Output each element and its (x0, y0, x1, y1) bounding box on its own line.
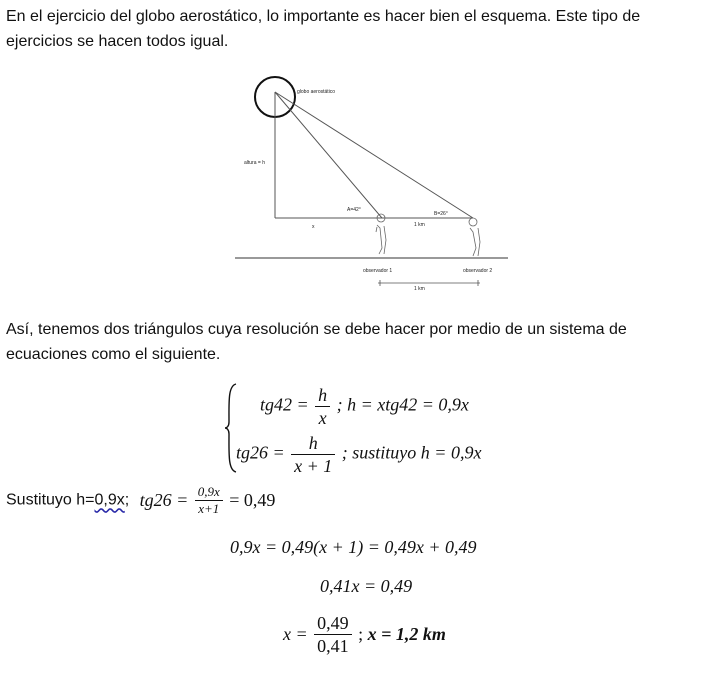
eq2-numerator: h (291, 432, 335, 455)
final-numerator: 0,49 (314, 612, 352, 635)
final-fraction (314, 612, 352, 657)
height-label: altura = h (244, 160, 265, 166)
equation-system (224, 382, 554, 474)
intro-paragraph: En el ejercicio del globo aerostático, lo importante es hacer bien el esquema. Este tipo de ejercicios se hacen todos igual. (6, 8, 641, 50)
line-of-sight-2 (275, 92, 473, 218)
eq2-denominator: x + 1 (294, 456, 333, 476)
step-1: 0,9x = 0,49(x + 1) = 0,49x + 0,49 (230, 537, 477, 557)
subst-sep: ; (124, 491, 130, 509)
second-paragraph: Así, tenemos dos triángulos cuya resolución se debe hacer por medio de un sistema de ecuaciones como el siguiente. (6, 321, 627, 363)
subst-prefix: Sustituyo h= (6, 491, 95, 509)
balloon-diagram (230, 70, 510, 295)
subst-fraction (195, 484, 223, 517)
final-denominator: 0,41 (317, 636, 349, 656)
subst-value: 0,9x (94, 491, 125, 509)
final-result (283, 612, 446, 657)
eq2-left: tg26 = (236, 442, 285, 463)
substitution-line (6, 484, 275, 528)
observer-2-label: observador 2 (463, 268, 493, 274)
eq2-right: ; sustituyo h = 0,9x (341, 442, 482, 463)
final-answer: x = 1,2 km (367, 624, 446, 644)
final-lhs: x = (283, 624, 308, 644)
x-label: x (312, 224, 315, 230)
subst-numerator: 0,9x (195, 484, 223, 501)
subst-denominator: x+1 (198, 501, 220, 516)
line-of-sight-1 (275, 92, 382, 218)
equation-2 (236, 432, 481, 477)
eq1-denominator: x (318, 408, 327, 428)
final-sep: ; (358, 624, 364, 644)
angle-a-label: A=42° (347, 207, 361, 213)
subst-tg: tg26 = (139, 490, 189, 510)
subst-result: = 0,49 (229, 490, 276, 510)
eq1-fraction (315, 384, 330, 429)
observer-2-figure (469, 218, 480, 256)
observer-1-figure (376, 214, 386, 254)
eq2-fraction (291, 432, 335, 477)
equation-1 (260, 384, 469, 429)
balloon-label: globo aerostático (297, 89, 336, 95)
eq1-right: ; h = xtg42 = 0,9x (336, 394, 469, 415)
eq1-left: tg42 = (260, 394, 309, 415)
observer-1-label: observador 1 (363, 268, 393, 274)
one-km-bottom-label: 1 km (414, 286, 425, 292)
one-km-top-label: 1 km (414, 222, 425, 228)
angle-b-label: B=26° (434, 211, 448, 217)
eq1-numerator: h (315, 384, 330, 407)
step-2: 0,41x = 0,49 (320, 576, 413, 596)
